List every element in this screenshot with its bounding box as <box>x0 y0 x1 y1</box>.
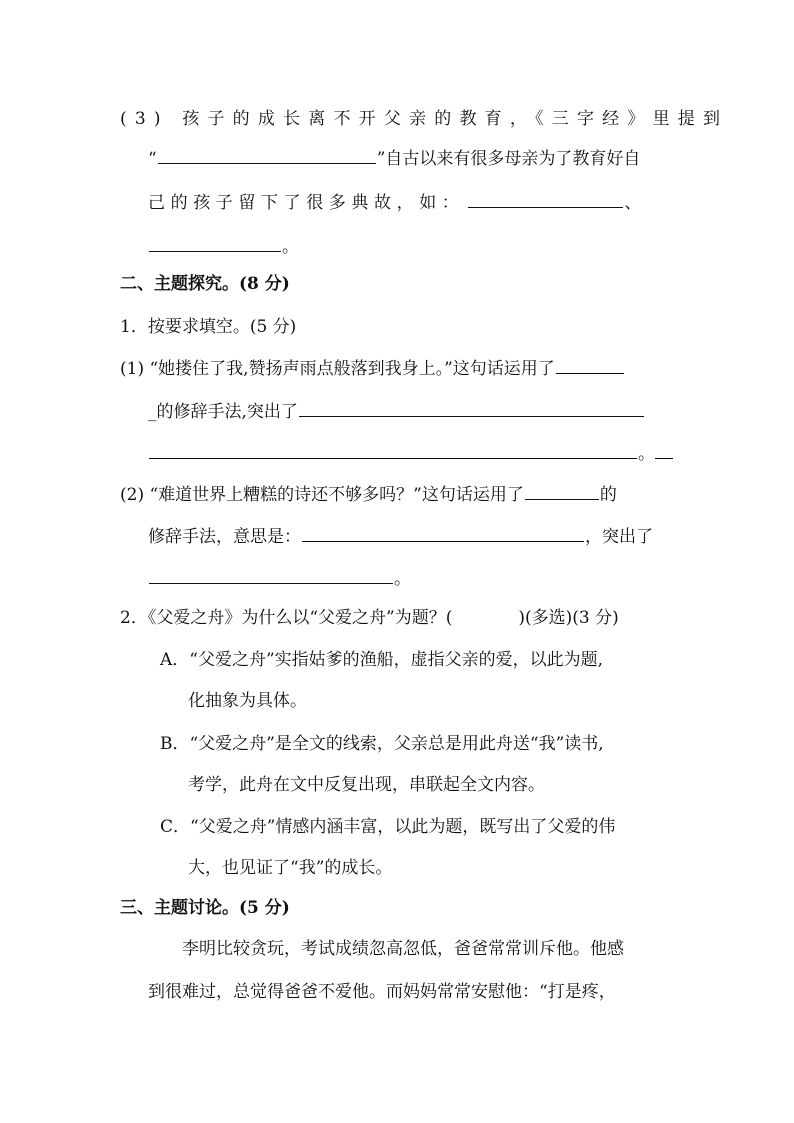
option-b-line2: 考学，此舟在文中反复出现，串联起全文内容。 <box>188 775 545 795</box>
q3-line4: 。 <box>148 234 299 258</box>
answer-blank[interactable] <box>302 524 584 542</box>
q1-p1-line1: (1) “她搂住了我,赞扬声雨点般落到我身上。”这句话运用了 <box>120 356 625 380</box>
section3-para-line1: 李明比较贪玩，考试成绩忽高忽低，爸爸常常训斥他。他感 <box>182 939 624 959</box>
answer-blank[interactable] <box>299 399 644 417</box>
q3-line2: “ ”自古以来有很多母亲为了教育好自 <box>148 146 640 170</box>
section3-title: 三、主题讨论。(5 分) <box>120 898 290 918</box>
answer-blank[interactable] <box>149 234 281 252</box>
option-a-line1: A．“父爱之舟”实指姑爹的渔船，虚指父亲的爱，以此为题, <box>160 650 604 670</box>
option-b-line1: B．“父爱之舟”是全文的线索，父亲总是用此舟送“我”读书, <box>160 734 604 754</box>
answer-blank[interactable] <box>468 190 623 208</box>
answer-blank[interactable] <box>158 146 376 164</box>
q3-line1: (3) 孩子的成长离不开父亲的教育，《三字经》里提到 <box>120 109 729 129</box>
answer-blank[interactable] <box>149 566 393 584</box>
option-c-line1: C．“父爱之舟”情感内涵丰富，以此为题，既写出了父爱的伟 <box>160 817 616 837</box>
section3-para-line2: 到很难过，总觉得爸爸不爱他。而妈妈常常安慰他：“打是疼， <box>148 982 616 1002</box>
q1-p2-line3: 。 <box>148 566 411 590</box>
q1-p1-line2: _的修辞手法,突出了 <box>148 399 645 423</box>
q1-p2-line2: 修辞手法，意思是： ，突出了 <box>148 524 653 548</box>
q1-p1-line3: 。 <box>148 441 674 465</box>
answer-blank[interactable] <box>525 482 599 500</box>
option-c-line2: 大，也见证了“我”的成长。 <box>188 858 393 878</box>
answer-blank[interactable] <box>149 441 637 459</box>
q3-line3: 己的孩子留下了很多典故，如： 、 <box>148 190 647 214</box>
section2-title: 二、主题探究。(8 分) <box>120 274 290 294</box>
q1-title: 1．按要求填空。(5 分) <box>120 317 297 337</box>
line-tail <box>655 441 673 459</box>
answer-blank[interactable] <box>556 356 624 374</box>
option-a-line2: 化抽象为具体。 <box>188 691 307 711</box>
q2-title: 2．《父爱之舟》为什么以“父爱之舟”为题？( )(多选)(3 分) <box>120 608 619 628</box>
q1-p2-line1: (2) “难道世界上糟糕的诗还不够多吗？”这句话运用了 的 <box>120 482 617 506</box>
